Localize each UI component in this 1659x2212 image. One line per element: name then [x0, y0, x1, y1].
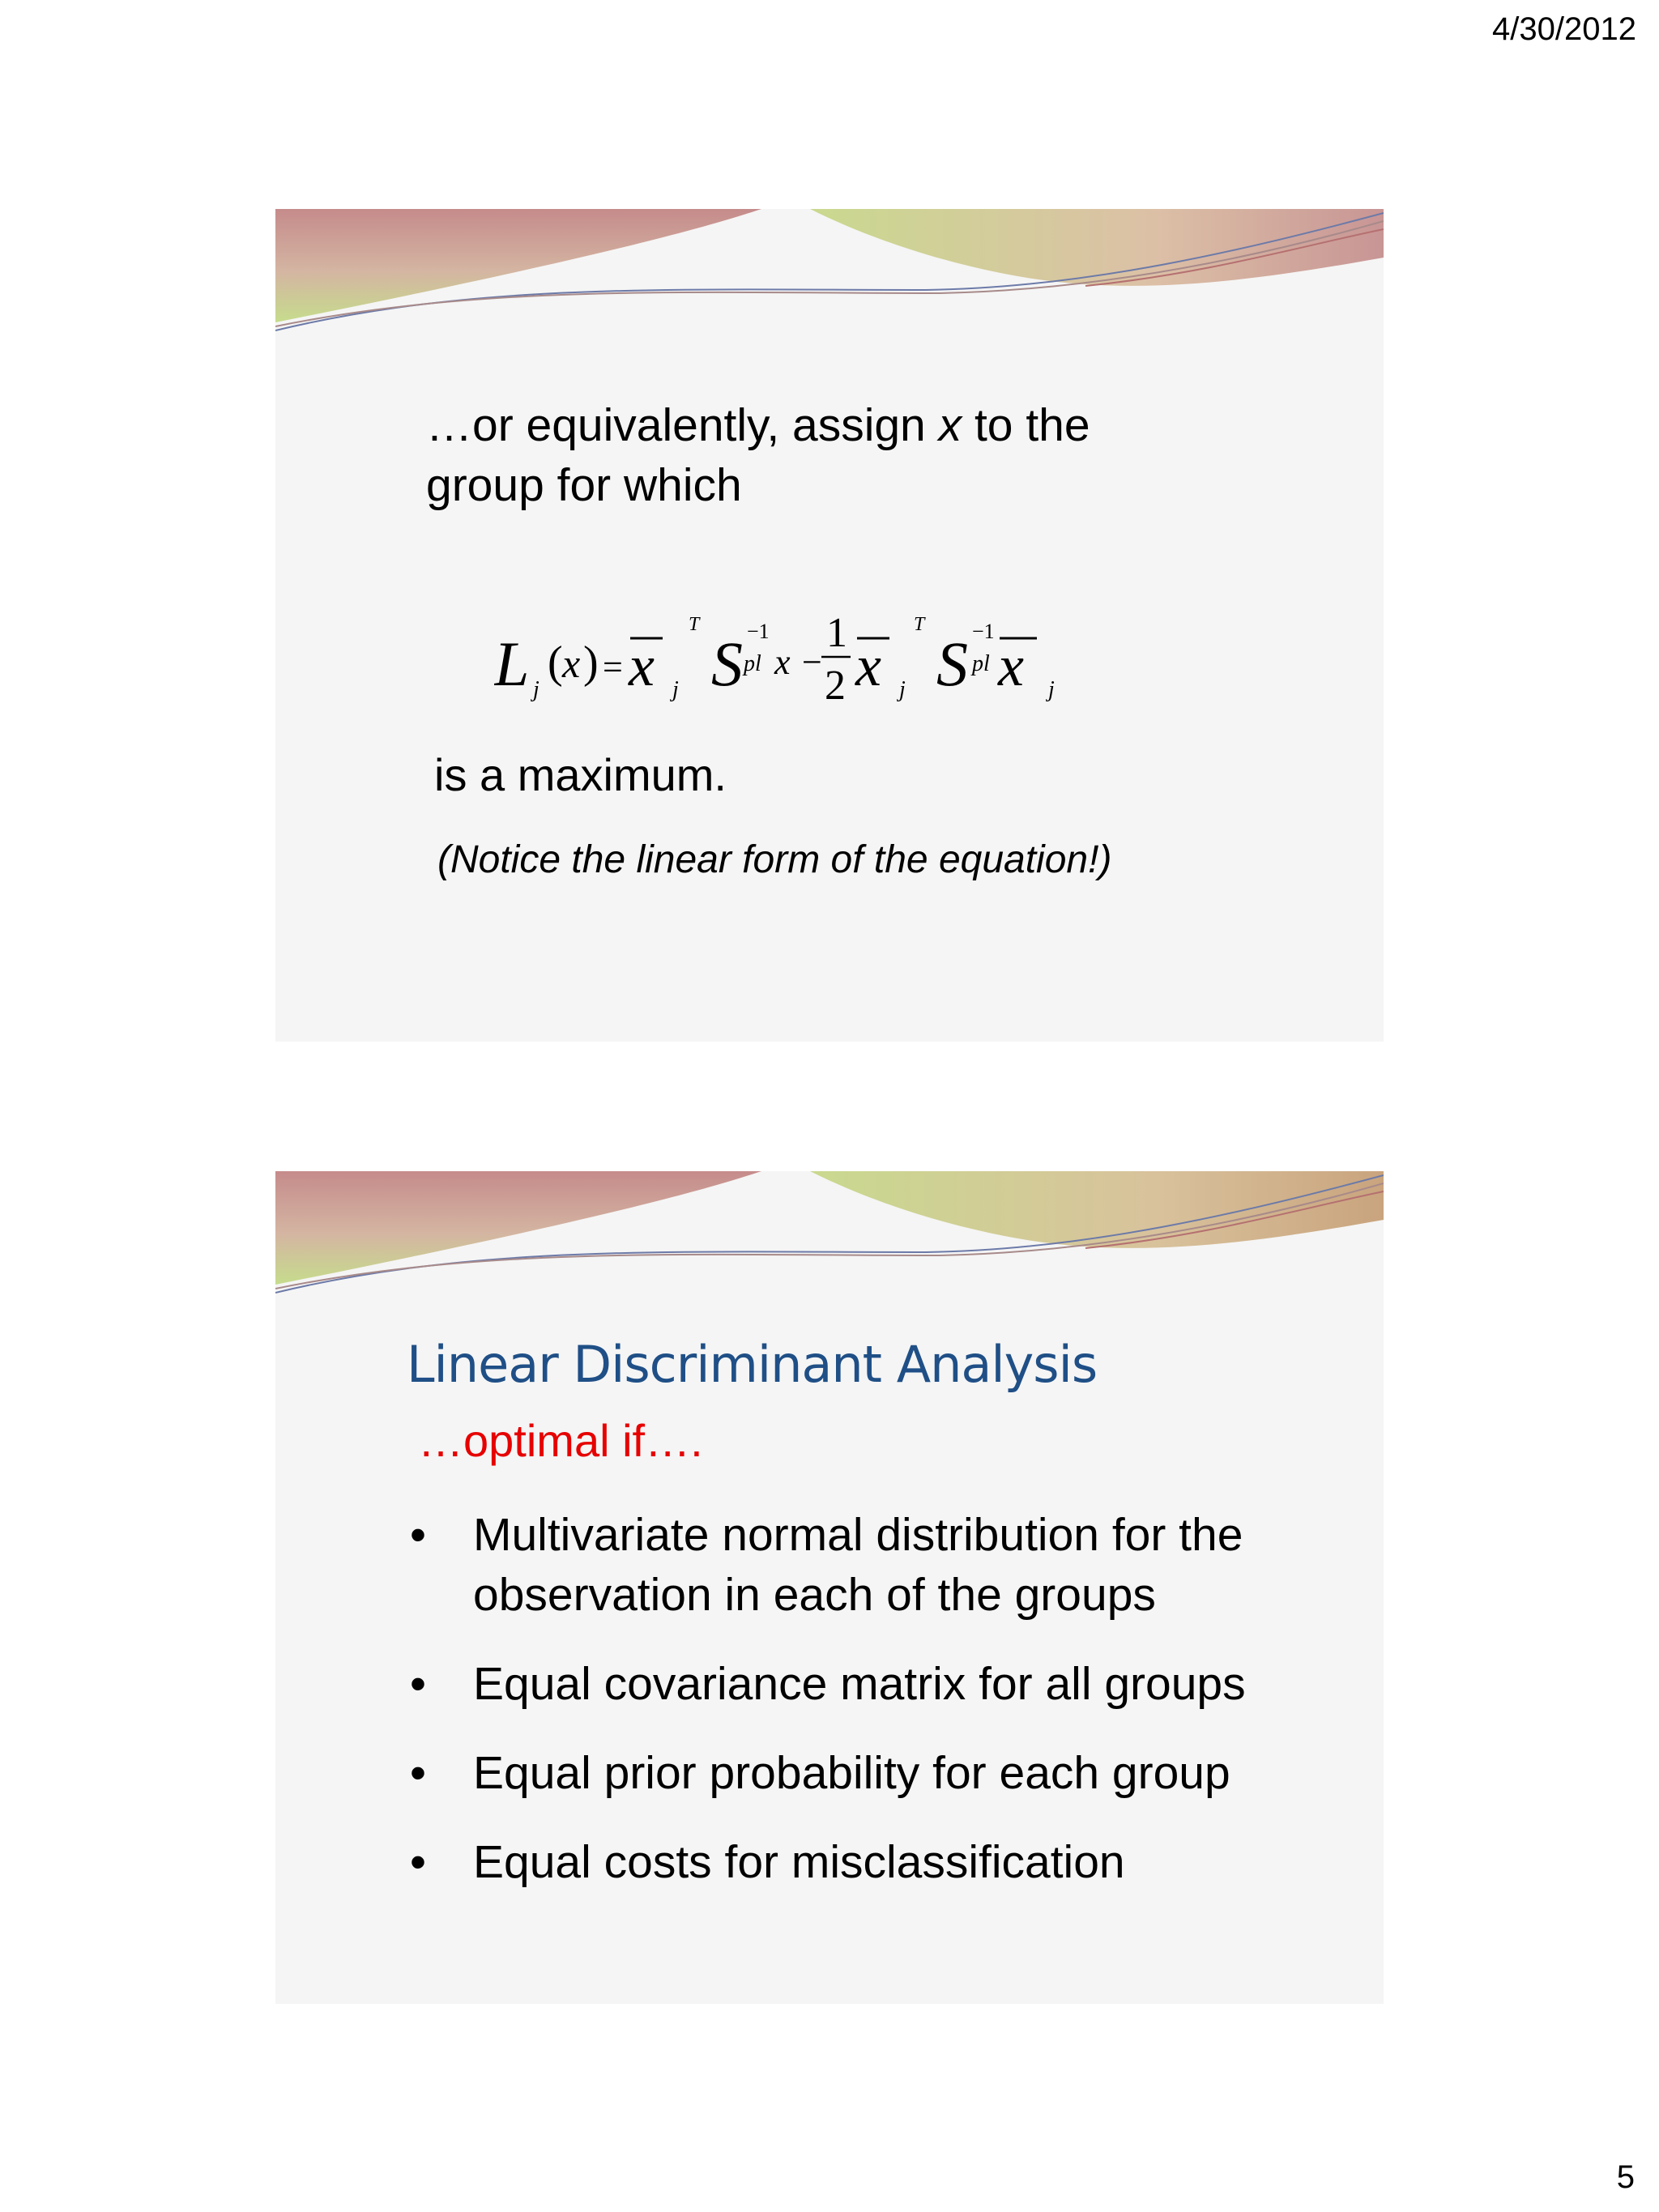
formula-x-arg: x: [562, 641, 581, 686]
intro-line-1: [426, 395, 1090, 455]
bullet-dot: •: [410, 1747, 426, 1799]
bullet-item: [410, 1654, 1366, 1714]
slide-banner-decoration: [275, 209, 1384, 339]
formula-minus: −: [802, 642, 822, 682]
formula-sup-T-2: T: [914, 614, 925, 635]
formula-sub-j-2: j: [899, 677, 906, 702]
bullet-text: Equal covariance matrix for all groups: [473, 1658, 1246, 1710]
formula-sub-j: j: [533, 677, 539, 702]
formula-numerator: 1: [826, 610, 847, 656]
intro-line-2: group for which: [426, 459, 742, 511]
formula-S-2: S: [936, 629, 968, 699]
result-text: is a maximum.: [434, 749, 727, 800]
bullet-dot: •: [410, 1509, 426, 1561]
formula-sub-pl-1: pl: [744, 651, 761, 676]
formula-sup-inv-2: −1: [972, 620, 995, 643]
formula-x-1: x: [774, 642, 791, 682]
formula-sup-inv-1: −1: [747, 620, 770, 643]
formula-sup-T-1: T: [689, 614, 700, 635]
slide-2: [275, 1171, 1384, 2004]
intro-text: [426, 395, 1090, 515]
formula-xbar-1: x: [629, 633, 655, 698]
bullet-text: Equal costs for misclassification: [473, 1836, 1125, 1888]
slide-banner-decoration: [275, 1171, 1384, 1301]
page-date: 4/30/2012: [1492, 11, 1636, 47]
bullet-item: [410, 1832, 1366, 1892]
bullet-text: Multivariate normal distribution for the observation in each of the groups: [473, 1509, 1243, 1621]
formula-S-1: S: [711, 629, 743, 699]
formula-sub-j-3: j: [1048, 677, 1055, 702]
intro-suffix: to the: [962, 399, 1090, 451]
page-number: 5: [1616, 2159, 1635, 2195]
bullet-item: [410, 1505, 1366, 1625]
intro-prefix: …or equivalently, assign: [426, 399, 939, 451]
slide-subtitle: …optimal if….: [418, 1415, 703, 1466]
formula-sub-j-1: j: [672, 677, 679, 702]
formula-denominator: 2: [825, 663, 846, 709]
bullet-text: Equal prior probability for each group: [473, 1747, 1230, 1799]
formula-L: L: [494, 629, 530, 699]
note-text: (Notice the linear form of the equation!): [437, 838, 1112, 881]
bullet-dot: •: [410, 1658, 426, 1710]
formula-sub-pl-2: pl: [972, 651, 990, 676]
formula-lparen: (: [548, 637, 563, 688]
formula-equals: =: [603, 647, 623, 687]
bullet-item: [410, 1743, 1366, 1803]
intro-variable: x: [938, 399, 962, 451]
formula-xbar-3: x: [998, 633, 1024, 698]
bullet-list: [410, 1505, 1366, 1921]
bullet-dot: •: [410, 1836, 426, 1888]
formula-xbar-2: x: [855, 633, 881, 698]
formula-rparen: ): [583, 637, 599, 688]
slide-title: Linear Discriminant Analysis: [407, 1335, 1098, 1394]
slide-1: [275, 209, 1384, 1042]
discriminant-formula: [494, 590, 1158, 719]
